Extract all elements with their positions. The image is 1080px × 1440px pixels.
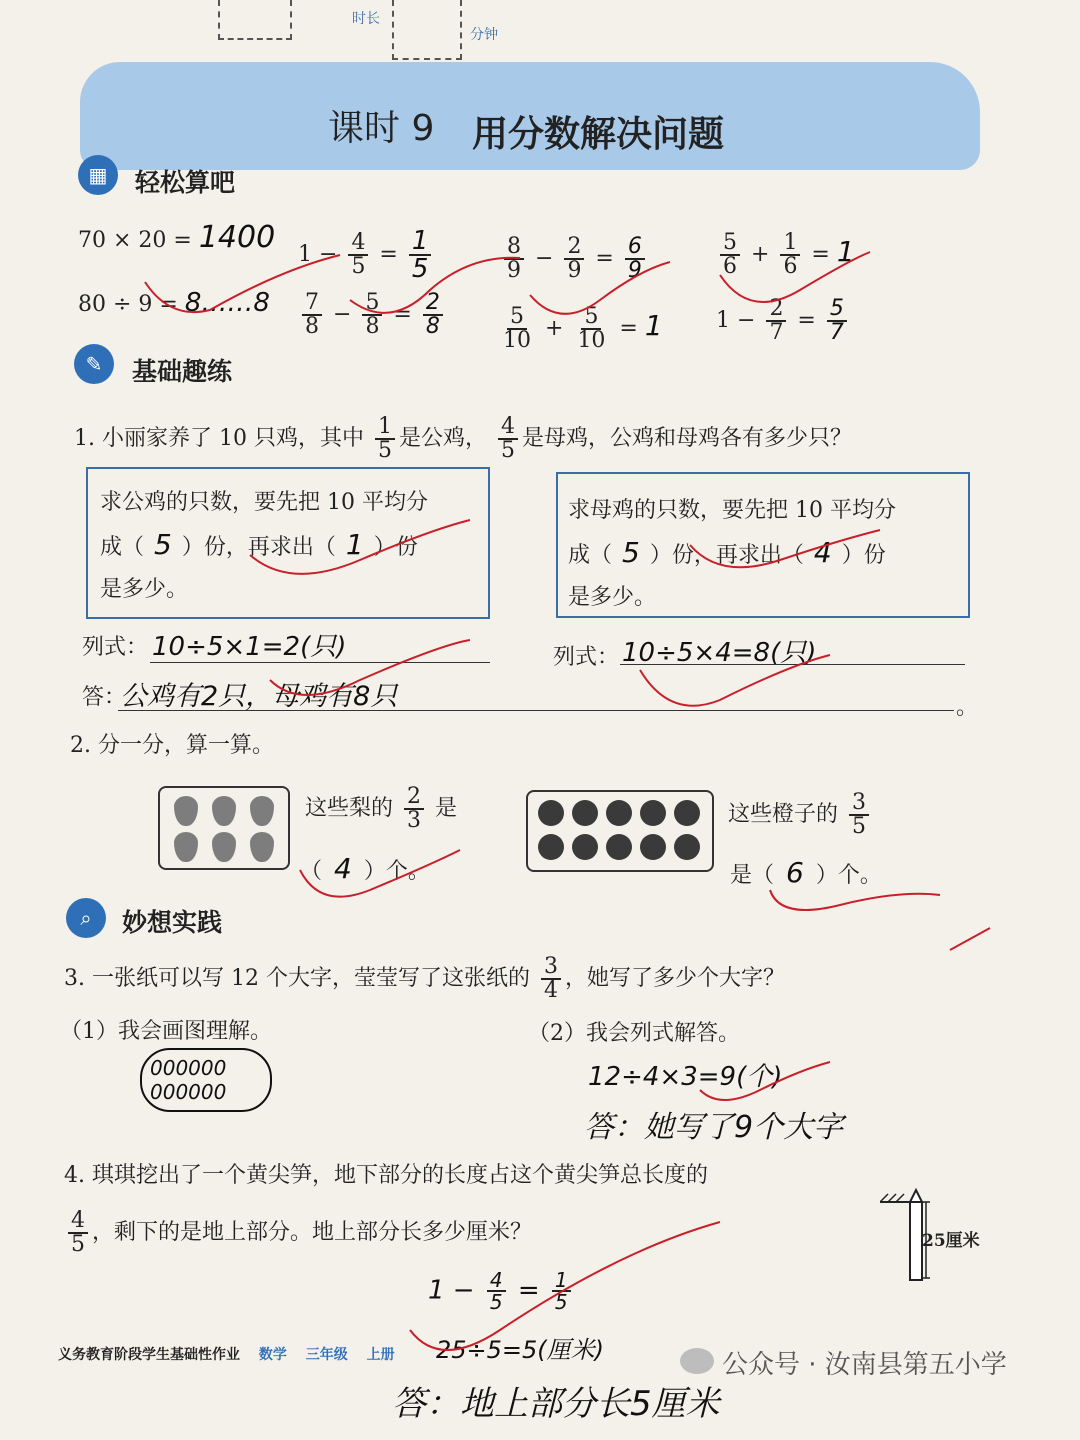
check-mark xyxy=(410,1222,720,1350)
frac-exercise-3: $\frac{8}{9}$ − $\frac{2}{9}$ = $\frac{6}{9}$ xyxy=(500,236,649,282)
check-mark xyxy=(770,890,940,910)
q1-answer: 公鸡有2只，母鸡有8只 xyxy=(120,681,398,712)
check-mark xyxy=(720,252,870,302)
q4-num: 4. xyxy=(64,1163,85,1188)
q1-formula-label-right: 列式： xyxy=(553,645,620,670)
f1-ans-den: 5 xyxy=(411,254,429,284)
check-mark xyxy=(640,655,830,706)
q3-text-b: ，她写了多少个大字？ xyxy=(564,966,785,991)
pear-answer: 4 xyxy=(334,852,352,885)
q1-num: 1. xyxy=(74,426,95,451)
calc2-expr: 80 ÷ 9 = xyxy=(78,292,178,317)
q2-text: 分一分，算一算。 xyxy=(98,733,275,758)
frac-exercise-4: $\frac{5}{10}$ + $\frac{5}{10}$ = 1 xyxy=(496,306,663,352)
f1-num: 4 xyxy=(348,232,368,256)
q1-formula-label-left: 列式： xyxy=(82,635,149,660)
q4-work1-eq: = xyxy=(517,1275,540,1306)
q4-den-frac: 5 xyxy=(71,1232,85,1257)
check-mark xyxy=(700,1062,830,1100)
check-mark xyxy=(270,640,470,695)
f4-b-num: 5 xyxy=(581,306,601,330)
check-mark xyxy=(530,258,670,314)
f2-ans-den: 8 xyxy=(425,314,440,339)
q3-drawing-circles: 000000 000000 xyxy=(150,1056,227,1104)
footer-series: 义务教育阶段学生基础性作业 xyxy=(58,1347,240,1363)
q1-f2-num: 4 xyxy=(498,416,518,440)
footer-subject: 数学 xyxy=(258,1347,287,1363)
magnifier-icon: ⌕ xyxy=(66,898,106,938)
box-right-line1: 求母鸡的只数，要先把 10 平均分 xyxy=(568,498,896,523)
f6-ans-num: 5 xyxy=(827,298,847,322)
f4-a-num: 5 xyxy=(507,306,527,330)
f5-a-den: 6 xyxy=(723,254,737,279)
frac-exercise-6: 1 − $\frac{2}{7}$ = $\frac{5}{7}$ xyxy=(716,298,851,344)
pear-num: 2 xyxy=(404,786,424,810)
q1-formula-left: 10÷5×1=2(只) xyxy=(152,632,347,662)
q3-formula: 12÷4×3=9(个) xyxy=(588,1062,783,1092)
pear-text-b: 是 xyxy=(435,796,458,821)
f3-op: − xyxy=(535,246,554,271)
q1-end-mark: 。 xyxy=(956,695,979,720)
top-label-duration: 时长 xyxy=(352,11,380,27)
box-right-blank1: 5 xyxy=(622,536,640,569)
orange-answer: 6 xyxy=(786,856,804,889)
orange-text-a: 这些橙子的 xyxy=(728,802,839,827)
q1-f1-num: 1 xyxy=(375,416,395,440)
f3-b-den: 9 xyxy=(567,258,582,283)
q4-text-b: ，剩下的是地上部分。地上部分长多少厘米？ xyxy=(92,1220,533,1245)
pear-den: 3 xyxy=(407,808,422,833)
check-mark xyxy=(300,850,460,897)
pencil-icon: ✎ xyxy=(74,344,114,384)
orange-num: 3 xyxy=(849,792,869,816)
box-left-l2c: ）份 xyxy=(373,535,418,560)
f3-ans-den: 9 xyxy=(627,258,642,283)
section2-title: 基础趣练 xyxy=(132,357,233,386)
calc2-answer: 8……8 xyxy=(184,288,270,318)
q3-num: 3. xyxy=(64,966,85,991)
watermark: 公众号 · 汝南县第五小学 xyxy=(722,1350,1007,1380)
f1-lead: 1 − xyxy=(298,242,338,267)
box-left-l2b: ）份，再求出（ xyxy=(181,535,336,560)
box-left-line3: 是多少。 xyxy=(100,577,189,602)
orange-text-c: ）个。 xyxy=(815,863,882,888)
top-label-minutes: 分钟 xyxy=(470,27,498,43)
f3-a-num: 8 xyxy=(504,236,524,260)
f6-den: 7 xyxy=(769,320,784,345)
q4-work1-lead: 1 − xyxy=(428,1275,475,1306)
box-right-l2b: ）份，再求出（ xyxy=(649,543,804,568)
calc1-expr: 70 × 20 = xyxy=(78,228,192,253)
f2-a-den: 8 xyxy=(305,314,319,339)
q3-num-frac: 3 xyxy=(541,956,561,980)
lesson-title: 用分数解决问题 xyxy=(472,114,725,155)
check-mark xyxy=(690,530,880,567)
orange-text-b: 是（ xyxy=(730,863,775,888)
check-mark xyxy=(950,928,990,950)
box-left-line1: 求公鸡的只数，要先把 10 平均分 xyxy=(100,490,428,515)
f4-ans: 1 xyxy=(644,309,663,342)
q1-text-c: 是母鸡，公鸡和母鸡各有多少只？ xyxy=(522,426,853,451)
f6-lead: 1 − xyxy=(716,308,756,333)
q3-sub1: （1）我会画图理解。 xyxy=(60,1019,272,1044)
box-left-blank2: 1 xyxy=(345,528,364,561)
box-right-blank2: 4 xyxy=(813,536,832,569)
orange-den: 5 xyxy=(852,814,867,839)
f3-ans-num: 6 xyxy=(625,236,645,260)
f5-b-den: 6 xyxy=(783,254,798,279)
f1-den: 5 xyxy=(351,254,366,279)
f5-op: + xyxy=(751,242,770,267)
q1-text-a: 小丽家养了 10 只鸡，其中 xyxy=(102,426,364,451)
q4-work1-ans-den: 5 xyxy=(554,1290,568,1314)
f2-b-num: 5 xyxy=(362,292,382,316)
q4-work2: 25÷5=5(厘米) xyxy=(436,1336,605,1364)
q4-answer: 答：地上部分长5厘米 xyxy=(392,1384,720,1424)
check-mark xyxy=(250,520,470,574)
check-mark xyxy=(350,254,520,313)
f6-ans-den: 7 xyxy=(829,320,844,345)
q4-work1-num: 4 xyxy=(487,1270,506,1292)
f5-a-num: 5 xyxy=(720,232,740,256)
frac-exercise-2: $\frac{7}{8}$ − $\frac{5}{8}$ = $\frac{2}{8}$ xyxy=(298,292,447,338)
q3-den-frac: 4 xyxy=(543,978,558,1003)
q3-answer: 答：她写了9个大字 xyxy=(584,1110,844,1145)
pear-paren-close: ）个。 xyxy=(363,859,430,884)
f2-ans-num: 2 xyxy=(423,292,443,316)
q3-text-a: 一张纸可以写 12 个大字，莹莹写了这张纸的 xyxy=(92,966,530,991)
f4-op: + xyxy=(545,316,564,341)
f3-a-den: 9 xyxy=(507,258,521,283)
f1-ans-num: 1 xyxy=(409,228,432,256)
q4-text-a: 琪琪挖出了一个黄尖笋，地下部分的长度占这个黄尖笋总长度的 xyxy=(92,1163,709,1188)
calculator-icon: ▦ xyxy=(78,155,118,195)
f2-a-num: 7 xyxy=(302,292,322,316)
check-mark xyxy=(145,255,340,312)
q1-formula-right: 10÷5×4=8(只) xyxy=(622,638,817,668)
f3-b-num: 2 xyxy=(564,236,584,260)
f5-b-num: 1 xyxy=(780,232,800,256)
box-left-blank1: 5 xyxy=(154,528,172,561)
box-right-line3: 是多少。 xyxy=(568,585,657,610)
q4-num-frac: 4 xyxy=(68,1210,88,1234)
q4-work1-ans-num: 1 xyxy=(552,1270,571,1292)
f4-a-den: 10 xyxy=(503,328,531,353)
frac-exercise-5: $\frac{5}{6}$ + $\frac{1}{6}$ = 1 xyxy=(716,232,855,278)
f2-b-den: 8 xyxy=(365,314,380,339)
q1-f2-den: 5 xyxy=(501,438,515,463)
footer-grade: 三年级 xyxy=(305,1347,348,1363)
pear-paren-open: （ xyxy=(300,859,323,884)
pear-text-a: 这些梨的 xyxy=(305,796,394,821)
footer-term: 上册 xyxy=(366,1347,395,1363)
calc1-answer: 1400 xyxy=(198,220,276,255)
f4-b-den: 10 xyxy=(577,328,606,353)
f6-num: 2 xyxy=(766,298,786,322)
q2-num: 2. xyxy=(70,733,91,758)
f2-op: − xyxy=(333,302,352,327)
q1-f1-den: 5 xyxy=(377,438,392,463)
box-right-l2c: ）份 xyxy=(841,543,886,568)
q1-text-b: 是公鸡， xyxy=(398,426,487,451)
box-right-l2a: 成（ xyxy=(568,543,613,568)
section3-title: 妙想实践 xyxy=(122,908,223,937)
lesson-number: 课时 9 xyxy=(328,108,435,149)
bamboo-length-label: 25厘米 xyxy=(922,1231,980,1251)
q3-sub2: （2）我会列式解答。 xyxy=(528,1021,740,1046)
frac-exercise-1: 1 − $\frac{4}{5}$ = $\frac{1}{5}$ xyxy=(298,228,435,282)
q1-answer-label: 答： xyxy=(82,685,127,710)
section1-title: 轻松算吧 xyxy=(135,168,236,197)
box-left-l2a: 成（ xyxy=(100,535,145,560)
q4-work1-den: 5 xyxy=(489,1290,503,1314)
f5-ans: 1 xyxy=(836,235,855,268)
